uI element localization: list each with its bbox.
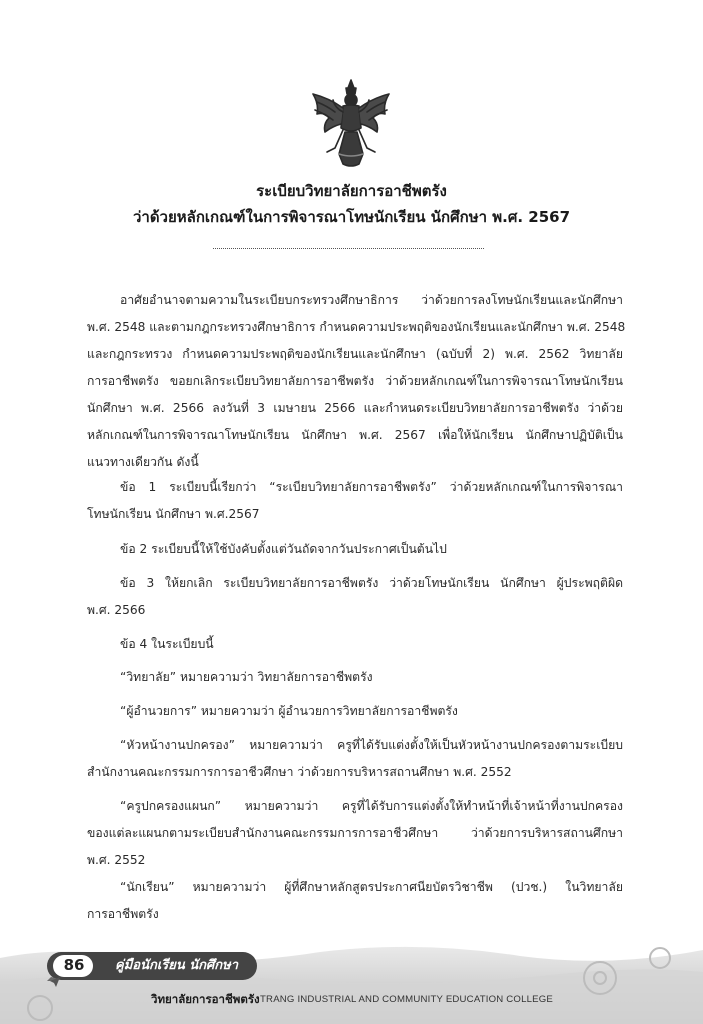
arrow-icon: [40, 975, 62, 997]
text-line: และกฎกระทรวง กำหนดความประพฤติของนักเรียนและนักศึกษา (ฉบับที่ 2) พ.ศ. 2562 วิทยาลัย: [87, 347, 623, 361]
text-line: ของแต่ละแผนกตามระเบียบสำนักงานคณะกรรมการการอาชีวศึกษา ว่าด้วยการบริหารสถานศึกษา: [87, 826, 623, 840]
text-line: แนวทางเดียวกัน ดังนี้: [87, 455, 199, 469]
college-name-thai: วิทยาลัยการอาชีพตรัง: [151, 992, 260, 1006]
regulation-subtitle: ว่าด้วยหลักเกณฑ์ในการพิจารณาโทษนักเรียน นักศึกษา พ.ศ. 2567: [132, 208, 571, 226]
text-line: สำนักงานคณะกรรมการการอาชีวศึกษา ว่าด้วยการบริหารสถานศึกษา พ.ศ. 2552: [87, 765, 512, 779]
text-line: หลักเกณฑ์ในการพิจารณาโทษนักเรียน นักศึกษา พ.ศ. 2567 เพื่อให้นักเรียน นักศึกษาปฏิบัติเป็น: [87, 428, 623, 442]
college-name-english: TRANG INDUSTRIAL AND COMMUNITY EDUCATION COLLEGE: [260, 994, 554, 1005]
text-line: “วิทยาลัย” หมายความว่า วิทยาลัยการอาชีพตรัง: [120, 670, 373, 684]
text-line: นักศึกษา พ.ศ. 2566 ลงวันที่ 3 เมษายน 2566 และกำหนดระเบียบวิทยาลัยการอาชีพตรัง ว่าด้วย: [87, 401, 623, 415]
text-line: “ครูปกครองแผนก” หมายความว่า ครูที่ได้รับการแต่งตั้งให้ทำหน้าที่เจ้าหน้าที่งานปกครอง: [120, 799, 623, 813]
text-line: พ.ศ. 2548 และตามกฎกระทรวงศึกษาธิการ กำหนดความประพฤติของนักเรียนและนักศึกษา พ.ศ. 2548: [87, 320, 626, 334]
text-line: “นักเรียน” หมายความว่า ผู้ที่ศึกษาหลักสูตรประกาศนียบัตรวิชาชีพ (ปวช.) ในวิทยาลัย: [120, 880, 623, 894]
handbook-title: คู่มือนักเรียน นักศึกษา: [115, 958, 239, 973]
text-line: อาศัยอำนาจตามความในระเบียบกระทรวงศึกษาธิการ ว่าด้วยการลงโทษนักเรียนและนักศึกษา: [120, 293, 623, 307]
text-line: พ.ศ. 2566: [87, 603, 146, 617]
page-number: 86: [63, 956, 85, 974]
garuda-emblem-icon: [299, 78, 403, 170]
text-line: “ผู้อำนวยการ” หมายความว่า ผู้อำนวยการวิทยาลัยการอาชีพตรัง: [120, 704, 458, 718]
text-line: ข้อ 2 ระเบียบนี้ให้ใช้บังคับตั้งแต่วันถัดจากวันประกาศเป็นต้นไป: [120, 542, 447, 556]
text-line: ข้อ 4 ในระเบียบนี้: [120, 637, 214, 651]
text-line: ข้อ 1 ระเบียบนี้เรียกว่า “ระเบียบวิทยาลัยการอาชีพตรัง” ว่าด้วยหลักเกณฑ์ในการพิจารณา: [120, 480, 623, 494]
divider-dots: [213, 248, 484, 249]
text-line: การอาชีพตรัง ขอยกเลิกระเบียบวิทยาลัยการอาชีพตรัง ว่าด้วยหลักเกณฑ์ในการพิจารณาโทษนักเรียน: [87, 374, 623, 388]
text-line: “หัวหน้างานปกครอง” หมายความว่า ครูที่ได้รับแต่งตั้งให้เป็นหัวหน้างานปกครองตามระเบียบ: [120, 738, 623, 752]
text-line: พ.ศ. 2552: [87, 853, 146, 867]
text-line: โทษนักเรียน นักศึกษา พ.ศ.2567: [87, 507, 260, 521]
text-line: การอาชีพตรัง: [87, 907, 159, 921]
text-line: ข้อ 3 ให้ยกเลิก ระเบียบวิทยาลัยการอาชีพตรัง ว่าด้วยโทษนักเรียน นักศึกษา ผู้ประพฤติผิด: [120, 576, 623, 590]
regulation-title: ระเบียบวิทยาลัยการอาชีพตรัง: [256, 182, 447, 200]
